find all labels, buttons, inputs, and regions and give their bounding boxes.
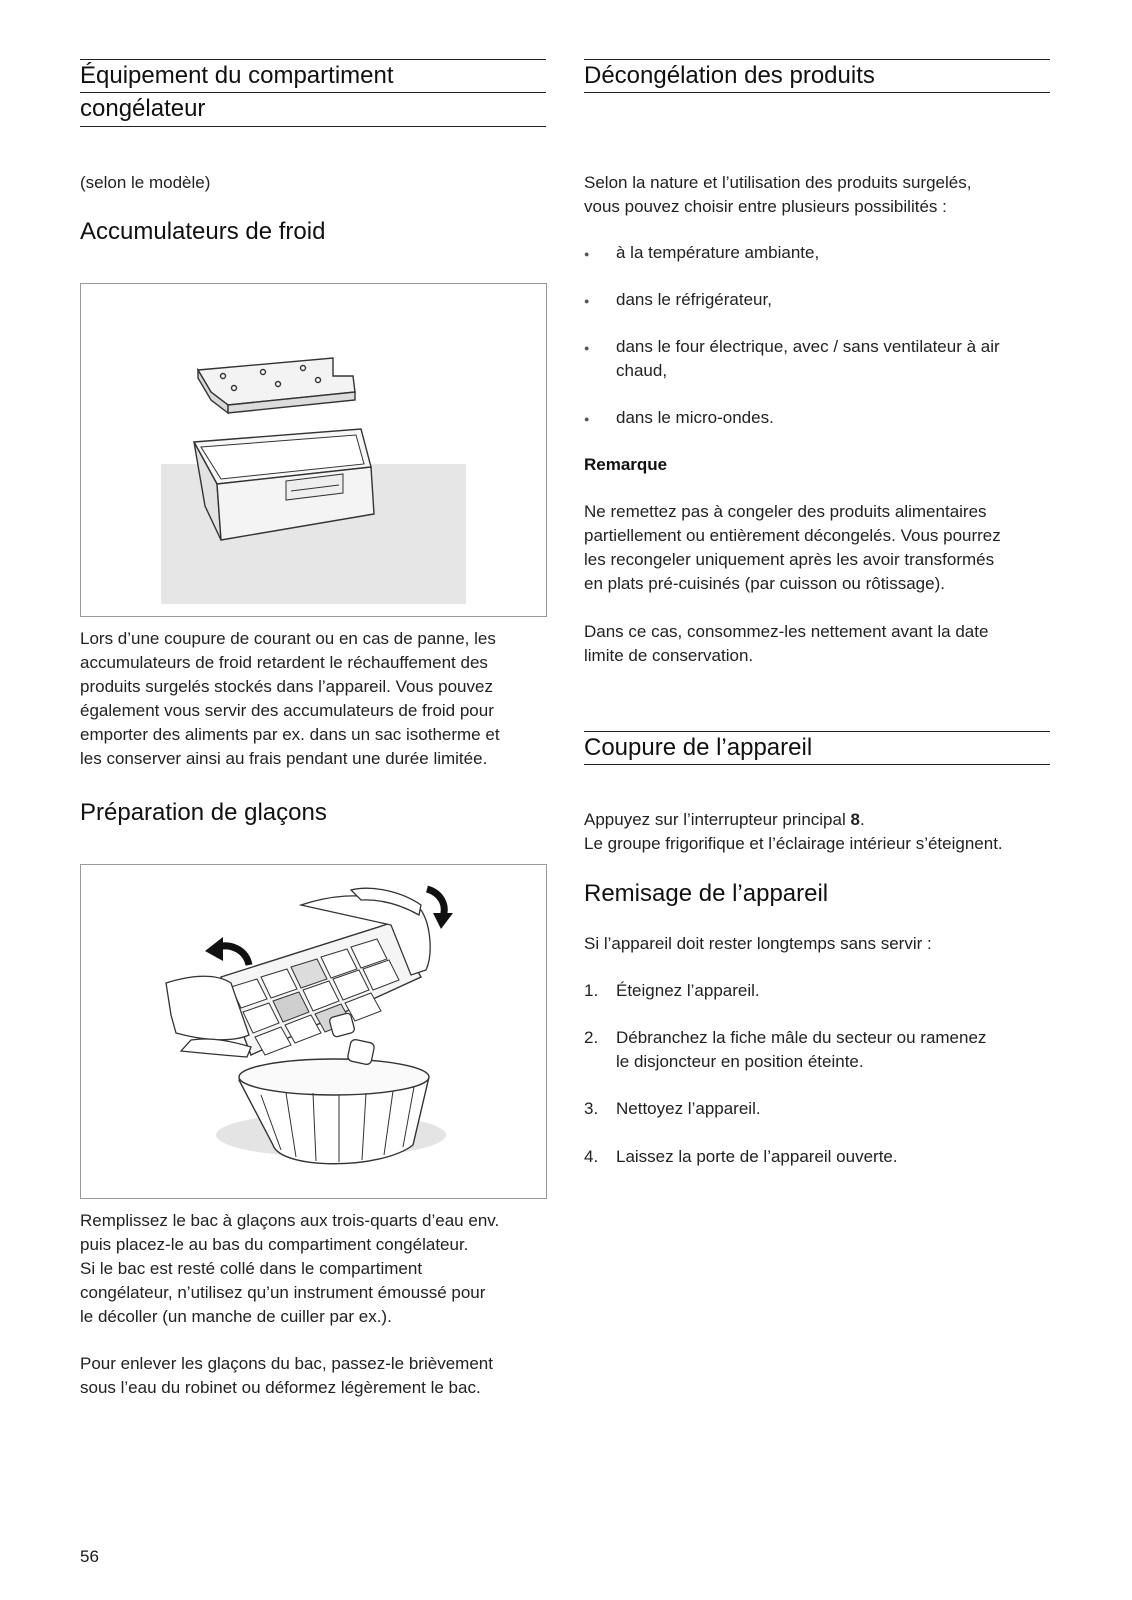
section-title-freezer-equipment-line1: Équipement du compartiment (80, 62, 394, 89)
text-line: partiellement ou entièrement décongelés. Vous pourrez (584, 526, 1001, 545)
switch-off-text: Appuyez sur l’interrupteur principal (584, 810, 851, 829)
text-line: les conserver ainsi au frais pendant une durée limitée. (80, 749, 488, 768)
text-line: Dans ce cas, consommez-les nettement avant la date (584, 622, 989, 641)
switch-off-text-end: . (859, 810, 865, 829)
list-item-text: dans le réfrigérateur, (616, 290, 772, 309)
list-item (584, 335, 1050, 383)
heading-cold-accumulators: Accumulateurs de froid (80, 218, 326, 245)
thawing-intro (584, 171, 1050, 219)
list-item-text: dans le four électrique, avec / sans ventilateur à air (616, 337, 1000, 356)
model-note: (selon le modèle) (80, 173, 211, 192)
text-line: le décoller (un manche de cuiller par ex.). (80, 1307, 392, 1326)
bullet-icon: ● (584, 296, 590, 306)
text-line: vous pouvez choisir entre plusieurs possibilités : (584, 197, 947, 216)
text-line: accumulateurs de froid retardent le réchauffement des (80, 653, 488, 672)
section-title-switch-off: Coupure de l’appareil (584, 734, 813, 761)
text-line (584, 808, 1054, 832)
text-line: Lors d’une coupure de courant ou en cas de panne, les (80, 629, 496, 648)
main-switch-reference: 8 (850, 810, 860, 829)
title-rule-bottom-left (80, 126, 546, 127)
list-item (584, 288, 1050, 312)
rotate-arrow-left-icon (205, 937, 249, 965)
text-line: limite de conservation. (584, 646, 754, 665)
rotate-arrow-right-icon (427, 889, 453, 929)
bullet-icon: ● (584, 343, 590, 353)
text-line: Selon la nature et l’utilisation des produits surgelés, (584, 173, 972, 192)
remark-paragraph-2 (584, 620, 1050, 668)
step-text: Éteignez l’appareil. (616, 981, 760, 1000)
text-line: Si le bac est resté collé dans le compartiment (80, 1259, 423, 1278)
text-line: en plats pré-cuisinés (par cuisson ou rôtissage). (584, 574, 945, 593)
text-line: Le groupe frigorifique et l’éclairage intérieur s’éteignent. (584, 834, 1003, 853)
list-item (584, 1145, 1050, 1169)
list-item (584, 1026, 1050, 1074)
list-item-text: chaud, (616, 361, 668, 380)
text-line: sous l’eau du robinet ou déformez légèrement le bac. (80, 1378, 481, 1397)
heading-ice-preparation: Préparation de glaçons (80, 799, 327, 826)
bullet-icon: ● (584, 414, 590, 424)
ice-tray-figure (80, 864, 547, 1199)
step-number: 4. (584, 1147, 599, 1166)
title-rule-switch-off-bottom (584, 764, 1050, 765)
text-line: puis placez-le au bas du compartiment congélateur. (80, 1235, 469, 1254)
list-item (584, 979, 1050, 1003)
section-title-thawing: Décongélation des produits (584, 62, 875, 89)
cold-pack-icon (198, 358, 355, 413)
list-item-text: dans le micro-ondes. (616, 408, 774, 427)
cold-accumulators-drawing (81, 284, 546, 616)
ice-tray-drawing (81, 865, 546, 1198)
text-line: Pour enlever les glaçons du bac, passez-le brièvement (80, 1354, 493, 1373)
list-item (584, 1097, 1050, 1121)
ice-tray-icon (221, 923, 421, 1055)
step-text: le disjoncteur en position éteinte. (616, 1052, 864, 1071)
remark-paragraph (584, 500, 1050, 596)
text-line: congélateur, n’utilisez qu’un instrument émoussé pour (80, 1283, 486, 1302)
text-line: Ne remettez pas à congeler des produits alimentaires (584, 502, 987, 521)
list-item (584, 241, 1050, 265)
switch-off-paragraph (584, 808, 1054, 856)
bullet-icon: ● (584, 249, 590, 259)
section-title-freezer-equipment-line2: congélateur (80, 95, 206, 122)
ice-paragraph-2 (80, 1352, 550, 1400)
step-text: Débranchez la fiche mâle du secteur ou ramenez (616, 1028, 987, 1047)
page-number: 56 (80, 1547, 99, 1566)
text-line: les recongeler uniquement après les avoir transformés (584, 550, 995, 569)
step-text: Nettoyez l’appareil. (616, 1099, 761, 1118)
ice-paragraph-1 (80, 1209, 550, 1329)
text-line: produits surgelés stockés dans l’appareil. Vous pouvez (80, 677, 493, 696)
storage-intro: Si l’appareil doit rester longtemps sans servir : (584, 934, 932, 953)
step-text: Laissez la porte de l’appareil ouverte. (616, 1147, 898, 1166)
heading-storage: Remisage de l’appareil (584, 880, 829, 907)
text-line: emporter des aliments par ex. dans un sac isotherme et (80, 725, 500, 744)
text-line: également vous servir des accumulateurs de froid pour (80, 701, 494, 720)
step-number: 2. (584, 1028, 599, 1047)
title-rule-bottom-right (584, 92, 1050, 93)
ice-cube-icon (329, 1012, 375, 1065)
text-line: Remplissez le bac à glaçons aux trois-quarts d’eau env. (80, 1211, 500, 1230)
cold-accumulators-paragraph (80, 627, 550, 771)
list-item-text: à la température ambiante, (616, 243, 820, 262)
remark-label: Remarque (584, 455, 668, 474)
step-number: 1. (584, 981, 599, 1000)
cold-accumulators-figure (80, 283, 547, 617)
step-number: 3. (584, 1099, 599, 1118)
list-item (584, 406, 1050, 430)
